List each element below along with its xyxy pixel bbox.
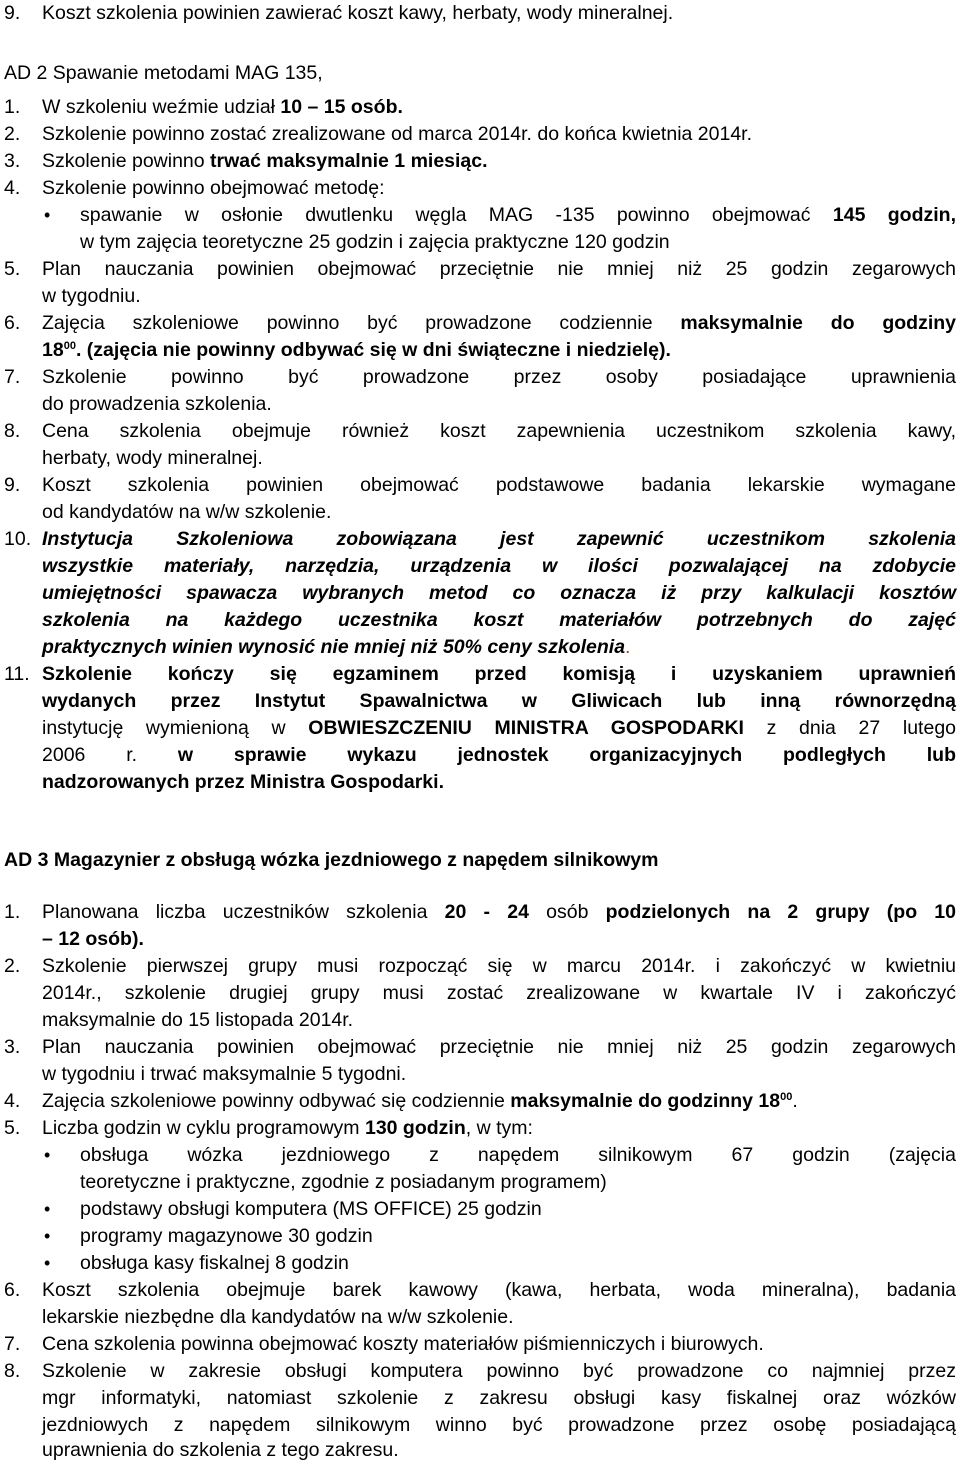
- bullet-text: obsługa kasy fiskalnej 8 godzin: [80, 1252, 349, 1274]
- item-text: Szkolenie powinno być prowadzone przez osoby posiadające uprawnienia: [42, 366, 956, 388]
- item-number: 5.: [4, 1117, 21, 1139]
- list-item: [4, 256, 956, 283]
- bullet-icon: •: [44, 205, 51, 225]
- list-item-continued: wydanych przez Instytut Spawalnictwa w Gliwicach lub inną równorzędną: [42, 690, 956, 712]
- bullet-item: [4, 202, 956, 229]
- list-item: [4, 1358, 956, 1385]
- list-item-continued: w tygodniu.: [42, 285, 141, 307]
- item-number: 1.: [4, 96, 21, 118]
- item-number: 2.: [4, 955, 21, 977]
- item-text: Zajęcia szkoleniowe powinno być prowadzone codziennie maksymalnie do godziny: [42, 312, 956, 334]
- list-item: [4, 1088, 956, 1115]
- bullet-text: obsługa wózka jezdniowego z napędem silnikowym 67 godzin (zajęcia: [80, 1144, 956, 1166]
- list-item-continued: mgr informatyki, natomiast szkolenie z zakresu obsługi kasy fiskalnej oraz wózków: [42, 1387, 956, 1409]
- bullet-icon: •: [44, 1199, 51, 1219]
- item-number: 1.: [4, 901, 21, 923]
- list-item: [4, 310, 956, 337]
- list-item-continued: – 12 osób).: [42, 928, 144, 950]
- list-item: [4, 526, 956, 553]
- bullet-icon: •: [44, 1226, 51, 1246]
- list-item-continued: 2006 r. w sprawie wykazu jednostek organizacyjnych podległych lub: [42, 744, 956, 766]
- item-number: 7.: [4, 366, 21, 388]
- list-item: [4, 364, 956, 391]
- list-item: [4, 0, 956, 27]
- list-item-continued: uprawnienia do szkolenia z tego zakresu.: [42, 1439, 399, 1461]
- item-number: 6.: [4, 312, 21, 334]
- list-item: [4, 418, 956, 445]
- item-number: 5.: [4, 258, 21, 280]
- bullet-item-continued: w tym zajęcia teoretyczne 25 godzin i zajęcia praktyczne 120 godzin: [80, 231, 670, 253]
- item-number: 11.: [4, 663, 30, 685]
- list-item: [4, 661, 956, 688]
- item-text: Szkolenie powinno zostać zrealizowane od marca 2014r. do końca kwietnia 2014r.: [42, 123, 753, 145]
- list-item: [4, 1115, 956, 1142]
- item-number: 7.: [4, 1333, 21, 1355]
- bullet-item: [4, 1142, 956, 1169]
- list-item-continued: szkolenia na każdego uczestnika koszt materiałów potrzebnych do zajęć: [42, 609, 956, 631]
- bullet-text: programy magazynowe 30 godzin: [80, 1225, 373, 1247]
- bullet-icon: •: [44, 1253, 51, 1273]
- item-text: Plan nauczania powinien obejmować przeciętnie nie mniej niż 25 godzin zegarowych: [42, 258, 956, 280]
- list-item-continued: wszystkie materiały, narzędzia, urządzenia w ilości pozwalającej na zdobycie: [42, 555, 956, 577]
- list-item-continued: do prowadzenia szkolenia.: [42, 393, 272, 415]
- list-item-continued: od kandydatów na w/w szkolenie.: [42, 501, 332, 523]
- list-item-continued: w tygodniu i trwać maksymalnie 5 tygodni.: [42, 1063, 407, 1085]
- list-item: [4, 1331, 956, 1358]
- item-number: 8.: [4, 1360, 21, 1382]
- bullet-text: podstawy obsługi komputera (MS OFFICE) 25 godzin: [80, 1198, 542, 1220]
- list-item-continued: praktycznych winien wynosić nie mniej niż 50% ceny szkolenia.: [42, 636, 631, 658]
- item-number: 9.: [4, 474, 21, 496]
- item-number: 4.: [4, 177, 21, 199]
- list-item-continued: nadzorowanych przez Ministra Gospodarki.: [42, 771, 444, 793]
- item-text: W szkoleniu weźmie udział 10 – 15 osób.: [42, 96, 403, 118]
- item-number: 8.: [4, 420, 21, 442]
- item-number: 10.: [4, 528, 32, 550]
- item-text: Koszt szkolenia powinien zawierać koszt kawy, herbaty, wody mineralnej.: [42, 2, 674, 24]
- item-number: 9.: [4, 2, 21, 24]
- list-item: [4, 1277, 956, 1304]
- list-item: [4, 899, 956, 926]
- item-text: Szkolenie powinno trwać maksymalnie 1 miesiąc.: [42, 150, 488, 172]
- item-text: Szkolenie powinno obejmować metodę:: [42, 177, 385, 199]
- list-item: [4, 472, 956, 499]
- list-item: [4, 953, 956, 980]
- item-number: 6.: [4, 1279, 21, 1301]
- item-text: Instytucja Szkoleniowa zobowiązana jest zapewnić uczestnikom szkolenia: [42, 528, 956, 550]
- item-text: Koszt szkolenia powinien obejmować podstawowe badania lekarskie wymagane: [42, 474, 956, 496]
- item-text: Plan nauczania powinien obejmować przeciętnie nie mniej niż 25 godzin zegarowych: [42, 1036, 956, 1058]
- section-heading-ad3: AD 3 Magazynier z obsługą wózka jezdniowego z napędem silnikowym: [4, 849, 659, 871]
- item-text: Szkolenie pierwszej grupy musi rozpocząć się w marcu 2014r. i zakończyć w kwietniu: [42, 955, 956, 977]
- item-text: Liczba godzin w cyklu programowym 130 godzin, w tym:: [42, 1117, 533, 1139]
- bullet-item-continued: teoretyczne i praktyczne, zgodnie z posiadanym programem): [80, 1171, 607, 1193]
- item-number: 3.: [4, 1036, 21, 1058]
- item-text: Cena szkolenia powinna obejmować koszty materiałów piśmienniczych i biurowych.: [42, 1333, 764, 1355]
- item-text: Koszt szkolenia obejmuje barek kawowy (kawa, herbata, woda mineralna), badania: [42, 1279, 956, 1301]
- list-item-continued: herbaty, wody mineralnej.: [42, 447, 263, 469]
- bullet-item: [4, 1223, 956, 1250]
- list-item-continued: jezdniowych z napędem silnikowym winno być prowadzone przez osobę posiadającą: [42, 1414, 956, 1436]
- bullet-text: spawanie w osłonie dwutlenku węgla MAG -135 powinno obejmować 145 godzin,: [80, 204, 956, 226]
- list-item-continued: 2014r., szkolenie drugiej grupy musi zostać zrealizowane w kwartale IV i zakończyć: [42, 982, 956, 1004]
- list-item-continued: maksymalnie do 15 listopada 2014r.: [42, 1009, 354, 1031]
- list-item-continued: umiejętności spawacza wybranych metod co oznacza iż przy kalkulacji kosztów: [42, 582, 956, 604]
- item-number: 4.: [4, 1090, 21, 1112]
- list-item: [4, 94, 956, 121]
- list-item: [4, 1034, 956, 1061]
- list-item: [4, 121, 956, 148]
- list-item-continued: instytucję wymienioną w OBWIESZCZENIU MINISTRA GOSPODARKI z dnia 27 lutego: [42, 717, 957, 739]
- list-item: [4, 148, 956, 175]
- section-heading-ad2: AD 2 Spawanie metodami MAG 135,: [4, 62, 323, 84]
- bullet-icon: •: [44, 1145, 51, 1165]
- item-text: Szkolenie kończy się egzaminem przed komisją i uzyskaniem uprawnień: [42, 663, 956, 685]
- item-text: Szkolenie w zakresie obsługi komputera powinno być prowadzone co najmniej przez: [42, 1360, 956, 1382]
- bullet-item: [4, 1196, 956, 1223]
- item-text: Zajęcia szkoleniowe powinny odbywać się codziennie maksymalnie do godzinny $18^{00}$.: [42, 1090, 798, 1112]
- item-number: 2.: [4, 123, 21, 145]
- list-item-continued: lekarskie niezbędne dla kandydatów na w/w szkolenie.: [42, 1306, 514, 1328]
- bullet-item: [4, 1250, 956, 1277]
- item-number: 3.: [4, 150, 21, 172]
- item-text: Cena szkolenia obejmuje również koszt zapewnienia uczestnikom szkolenia kawy,: [42, 420, 956, 442]
- item-text: Planowana liczba uczestników szkolenia 20 - 24 osób podzielonych na 2 grupy (po 10: [42, 901, 956, 923]
- list-item-continued: $18^{00}$. (zajęcia nie powinny odbywać się w dni świąteczne i niedzielę).: [42, 339, 671, 361]
- list-item: [4, 175, 956, 202]
